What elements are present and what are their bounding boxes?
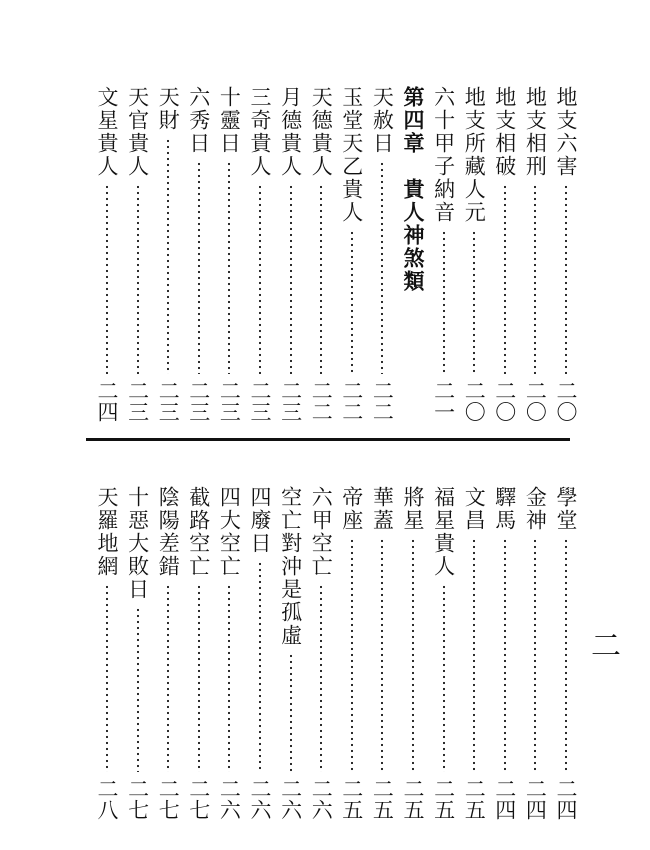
dot-leader bbox=[228, 584, 230, 772]
dot-leader bbox=[381, 161, 383, 374]
entry-page-number: 二四 bbox=[95, 380, 119, 422]
toc-entry bbox=[491, 86, 519, 422]
entry-page-number: 二四 bbox=[554, 778, 578, 820]
entry-page-number: 二五 bbox=[339, 778, 364, 820]
toc-entry bbox=[430, 86, 458, 422]
dot-leader bbox=[320, 584, 322, 772]
dot-leader bbox=[228, 161, 230, 374]
dot-leader bbox=[320, 184, 322, 374]
toc-entry bbox=[154, 86, 182, 422]
chapter-heading bbox=[399, 86, 427, 422]
dot-leader bbox=[504, 184, 506, 374]
toc-entry bbox=[368, 486, 396, 820]
entry-title: 將星 bbox=[401, 486, 425, 532]
dot-leader bbox=[167, 138, 169, 374]
entry-title: 天德貴人 bbox=[309, 86, 334, 178]
entry-page-number: 二七 bbox=[156, 778, 181, 820]
dot-leader bbox=[473, 230, 475, 374]
entry-page-number: 二三 bbox=[156, 380, 181, 422]
dot-leader bbox=[351, 538, 353, 772]
dot-leader bbox=[290, 653, 292, 772]
toc-entry bbox=[215, 86, 243, 422]
dot-leader bbox=[443, 584, 445, 772]
entry-title: 天財 bbox=[156, 86, 181, 132]
entry-title: 文星貴人 bbox=[95, 86, 119, 178]
dot-leader bbox=[106, 584, 108, 772]
dot-leader bbox=[198, 584, 200, 772]
toc-entry bbox=[124, 86, 152, 422]
toc-entry bbox=[460, 486, 488, 820]
dot-leader bbox=[381, 538, 383, 772]
entry-title: 四廢日 bbox=[248, 486, 272, 555]
entry-title: 文昌 bbox=[462, 486, 487, 532]
entry-page-number: 二〇 bbox=[554, 380, 578, 422]
toc-entry bbox=[399, 486, 427, 820]
toc-entry bbox=[430, 486, 458, 820]
toc-entry bbox=[338, 86, 366, 422]
entry-title: 天官貴人 bbox=[125, 86, 150, 178]
toc-entry bbox=[93, 486, 121, 820]
entry-title: 玉堂天乙貴人 bbox=[339, 86, 364, 224]
dot-leader bbox=[443, 230, 445, 374]
toc-entry bbox=[338, 486, 366, 820]
entry-title: 帝座 bbox=[339, 486, 364, 532]
toc-top-section bbox=[60, 86, 580, 422]
entry-page-number: 二七 bbox=[125, 778, 150, 820]
entry-page-number: 二三 bbox=[217, 380, 242, 422]
entry-page-number: 二三 bbox=[125, 380, 150, 422]
toc-entry bbox=[521, 486, 549, 820]
toc-entry bbox=[460, 86, 488, 422]
toc-entry bbox=[154, 486, 182, 820]
dot-leader bbox=[167, 584, 169, 772]
entry-title: 空亡對沖是孤虛 bbox=[278, 486, 303, 647]
entry-title: 四大空亡 bbox=[217, 486, 242, 578]
entry-page-number: 二〇 bbox=[523, 380, 548, 422]
toc-entry bbox=[307, 86, 335, 422]
entry-page-number: 二一 bbox=[431, 380, 456, 422]
toc-entry bbox=[277, 486, 305, 820]
dot-leader bbox=[290, 184, 292, 374]
toc-entry bbox=[368, 86, 396, 422]
dot-leader bbox=[412, 538, 414, 772]
toc-entry bbox=[124, 486, 152, 820]
dot-leader bbox=[351, 230, 353, 374]
toc-entry bbox=[215, 486, 243, 820]
dot-leader bbox=[504, 538, 506, 772]
entry-page-number: 二五 bbox=[401, 778, 425, 820]
entry-title: 十靈日 bbox=[217, 86, 242, 155]
entry-title: 陰陽差錯 bbox=[156, 486, 181, 578]
entry-page-number: 二〇 bbox=[462, 380, 487, 422]
entry-page-number: 二〇 bbox=[492, 380, 517, 422]
entry-title: 驛馬 bbox=[492, 486, 517, 532]
entry-title: 地支六害 bbox=[554, 86, 578, 178]
toc-entry bbox=[552, 86, 580, 422]
entry-title: 地支所藏人元 bbox=[462, 86, 487, 224]
entry-page-number: 二六 bbox=[278, 778, 303, 820]
entry-page-number: 二四 bbox=[523, 778, 548, 820]
entry-title: 六十甲子納音 bbox=[431, 86, 456, 224]
toc-entry bbox=[552, 486, 580, 820]
entry-page-number: 二三 bbox=[248, 380, 272, 422]
entry-page-number: 二三 bbox=[278, 380, 303, 422]
toc-entry bbox=[521, 86, 549, 422]
entry-title: 十惡大敗日 bbox=[125, 486, 150, 601]
entry-page-number: 二六 bbox=[217, 778, 242, 820]
entry-title: 天赦日 bbox=[370, 86, 395, 155]
chapter-title: 第四章 貴人神煞類 bbox=[401, 86, 426, 293]
entry-title: 地支相刑 bbox=[523, 86, 548, 178]
dot-leader bbox=[534, 184, 536, 374]
dot-leader bbox=[565, 184, 567, 374]
toc-entry bbox=[93, 86, 121, 422]
entry-title: 金神 bbox=[523, 486, 548, 532]
dot-leader bbox=[137, 607, 139, 772]
dot-leader bbox=[259, 184, 261, 374]
entry-title: 六甲空亡 bbox=[309, 486, 334, 578]
entry-title: 天羅地網 bbox=[95, 486, 119, 578]
entry-page-number: 二四 bbox=[492, 778, 517, 820]
entry-page-number: 二二 bbox=[309, 380, 334, 422]
page-number: 二 bbox=[591, 629, 621, 664]
entry-page-number: 二二 bbox=[370, 380, 395, 422]
entry-page-number: 二六 bbox=[248, 778, 272, 820]
entry-page-number: 二三 bbox=[186, 380, 211, 422]
entry-title: 華蓋 bbox=[370, 486, 395, 532]
entry-page-number: 二八 bbox=[95, 778, 119, 820]
entry-page-number: 二五 bbox=[431, 778, 456, 820]
entry-page-number: 二七 bbox=[186, 778, 211, 820]
entry-page-number: 二五 bbox=[370, 778, 395, 820]
entry-title: 月德貴人 bbox=[278, 86, 303, 178]
toc-bottom-section bbox=[60, 486, 580, 820]
entry-page-number: 二六 bbox=[309, 778, 334, 820]
dot-leader bbox=[259, 561, 261, 772]
dot-leader bbox=[137, 184, 139, 374]
entry-title: 學堂 bbox=[554, 486, 578, 532]
entry-page-number: 二五 bbox=[462, 778, 487, 820]
toc-entry bbox=[307, 486, 335, 820]
entry-page-number: 二二 bbox=[339, 380, 364, 422]
toc-entry bbox=[246, 86, 274, 422]
toc-entry bbox=[491, 486, 519, 820]
dot-leader bbox=[534, 538, 536, 772]
section-divider bbox=[86, 438, 570, 441]
dot-leader bbox=[198, 161, 200, 374]
entry-title: 地支相破 bbox=[492, 86, 517, 178]
dot-leader bbox=[106, 184, 108, 374]
entry-title: 福星貴人 bbox=[431, 486, 456, 578]
entry-title: 三奇貴人 bbox=[248, 86, 272, 178]
entry-title: 六秀日 bbox=[186, 86, 211, 155]
toc-entry bbox=[185, 486, 213, 820]
toc-entry bbox=[246, 486, 274, 820]
dot-leader bbox=[565, 538, 567, 772]
toc-entry bbox=[277, 86, 305, 422]
entry-title: 截路空亡 bbox=[186, 486, 211, 578]
toc-entry bbox=[185, 86, 213, 422]
dot-leader bbox=[473, 538, 475, 772]
